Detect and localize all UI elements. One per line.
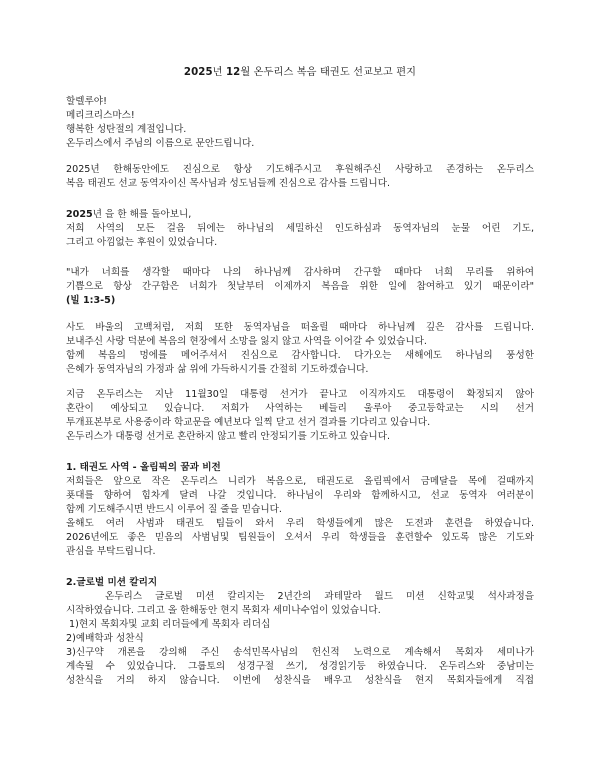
election-line: 지금 온두리스는 지난 11월30일 대통령 선거가 끝나고 이직까지도 대통령이 확정되지 않아 bbox=[66, 389, 534, 400]
quote-line: 기쁨으로 항상 간구함은 너희가 첫날부터 이제까지 복음을 위한 일에 참여하고 있기 때문이라" bbox=[66, 281, 534, 292]
paul-line: 함께 복음의 멍에를 메어주셔서 진심으로 감사합니다. 다가오는 새해에도 하나님의 풍성한 bbox=[66, 350, 534, 361]
title-year: 2025 bbox=[183, 67, 213, 78]
paul-paragraph bbox=[66, 321, 534, 377]
election-line: 투개표본부로 사용중이라 학교문을 예년보다 일찍 닫고 선거 결과를 기다리고 있습니다. bbox=[66, 417, 431, 428]
section2-line: 계속될 수 있었습니다. 그룹토의 성경구절 쓰기, 성경읽기등 하였습니다. 온두리스와 중남미는 bbox=[66, 661, 534, 672]
section2-line: 성찬식을 거의 하지 않습니다. 이번에 성찬식을 배우고 성찬식을 현지 목회자들에게 직접 bbox=[66, 675, 534, 686]
section2-line: 2)예배학과 성찬식 bbox=[66, 633, 144, 644]
election-line: 혼란이 예상되고 있습니다. 저희가 사역하는 베들리 울루아 중고등학교는 시의 선거 bbox=[66, 403, 534, 414]
thanks-line: 2025년 한해동안에도 진심으로 항상 기도해주시고 후원해주신 사랑하고 존경하는 온두리스 bbox=[66, 164, 534, 175]
section2-line: 1)현지 목회자및 교회 리더들에게 목회자 리더십 bbox=[66, 619, 271, 630]
greeting-line: 온두리스에서 주님의 이름으로 문안드립니다. bbox=[66, 138, 255, 149]
lookback-paragraph bbox=[66, 208, 534, 250]
thanks-line: 복음 태권도 선교 동역자이신 목사님과 성도님들께 진심으로 감사를 드립니다. bbox=[66, 178, 391, 189]
quote-paragraph bbox=[66, 266, 534, 308]
lookback-year: 2025 bbox=[66, 209, 93, 220]
section2-heading: 2.글로벌 미션 칼리지 bbox=[66, 577, 158, 588]
paul-line: 은혜가 동역자님의 가정과 삶 위에 가득하시기를 간절히 기도하겠습니다. bbox=[66, 364, 369, 375]
quote-reference: (빌 1:3-5) bbox=[66, 295, 116, 306]
page-title bbox=[0, 66, 600, 80]
section1-line: 2026년에도 좋은 믿음의 사범님및 팀원들이 오셔서 우리 학생들을 훈련할수 있도록 많은 기도와 bbox=[66, 532, 534, 543]
section1-line: 저희들은 앞으로 작은 온두리스 니리가 복음으로, 태권도로 올림픽에서 금메달을 목에 걸때까지 bbox=[66, 476, 534, 487]
title-mid: 년 bbox=[212, 67, 226, 78]
section2-line: 시작하였습니다. 그리고 올 한해동안 현지 목회자 세미나수업이 있었습니다. bbox=[66, 605, 381, 616]
section1-line: 관심을 부탁드립니다. bbox=[66, 546, 156, 557]
paul-line: 보내주신 사랑 덕분에 복음의 현장에서 소망을 잃지 않고 사역을 이어갈 수 있었습니다. bbox=[66, 336, 427, 347]
section1-heading: 1. 태권도 사역 - 올림픽의 꿈과 비전 bbox=[66, 462, 221, 473]
title-month: 12 bbox=[225, 67, 241, 78]
greeting-line: 할렐루야! bbox=[66, 96, 107, 107]
section1-line: 함께 기도해주시면 반드시 이루어 질 줄을 믿습니다. bbox=[66, 504, 282, 515]
election-paragraph bbox=[66, 388, 534, 444]
greeting-line: 행복한 성탄절의 계절입니다. bbox=[66, 124, 187, 135]
lookback-heading bbox=[66, 208, 534, 222]
lookback-heading-rest: 년 을 한 해를 돌아보니, bbox=[92, 209, 192, 220]
section2-line: 3)신구약 개론을 강의해 주신 송석민목사님의 헌신적 노력으로 계속해서 목회자 세미나가 bbox=[66, 647, 534, 658]
section1-line: 푯대를 향하여 힘차게 달려 나갈 것입니다. 하나님이 우리와 함께하시고, 선교 동역자 여러분이 bbox=[66, 490, 534, 501]
section1-line: 올해도 여러 사범과 태권도 팀들이 와서 우리 학생들에게 많은 도전과 훈련을 하였습니다. bbox=[66, 518, 534, 529]
greeting-line: 메리크리스마스! bbox=[66, 110, 135, 121]
quote-line: "내가 너희를 생각할 때마다 나의 하나님께 감사하며 간구할 때마다 너희 무리를 위하여 bbox=[66, 267, 534, 278]
title-rest: 월 온두리스 복음 태권도 선교보고 편지 bbox=[240, 67, 417, 78]
election-line: 온두리스가 대통령 선거로 혼란하지 않고 빨리 안정되기를 기도하고 있습니다. bbox=[66, 431, 391, 442]
section2-line: 온두리스 글로벌 미션 칼리지는 2년간의 과테말라 월드 미션 신학교및 석사과정을 bbox=[66, 591, 534, 602]
greeting-paragraph bbox=[66, 95, 534, 151]
thanks-paragraph bbox=[66, 163, 534, 191]
paul-line: 사도 바울의 고백처럼, 저희 또한 동역자님을 떠올릴 때마다 하나님께 깊은 감사를 드립니다. bbox=[66, 322, 534, 333]
lookback-line: 그리고 아낌없는 후원이 있었습니다. bbox=[66, 237, 218, 248]
section1 bbox=[66, 461, 534, 559]
lookback-line: 저희 사역의 모든 걸음 뒤에는 하나님의 세밀하신 인도하심과 동역자님의 눈물 어린 기도, bbox=[66, 223, 534, 234]
section2 bbox=[66, 576, 534, 688]
